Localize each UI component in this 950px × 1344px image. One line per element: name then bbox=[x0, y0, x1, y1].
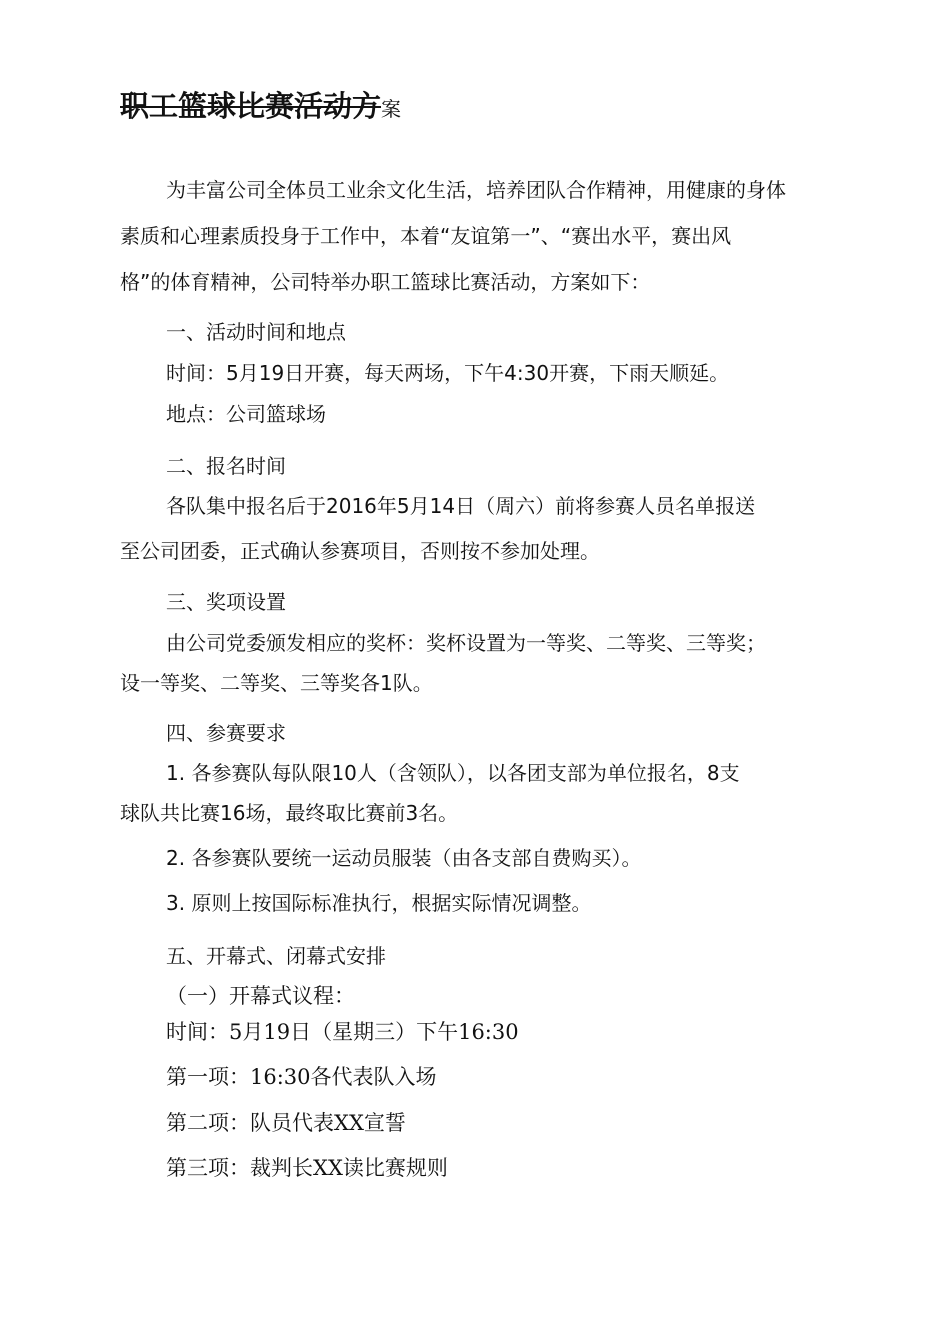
intro-line-3: 格”的体育精神，公司特举办职工篮球比赛活动，方案如下： bbox=[120, 270, 651, 294]
section5-item-2: 第二项：队员代表XX宣誓 bbox=[166, 1111, 406, 1135]
section5-heading: 五、开幕式、闭幕式安排 bbox=[166, 944, 386, 968]
section4-item3: 3. 原则上按国际标准执行，根据实际情况调整。 bbox=[166, 891, 592, 915]
section1-place: 地点：公司篮球场 bbox=[166, 402, 326, 426]
section2-line-1: 各队集中报名后于2016年5月14日（周六）前将参赛人员名单报送 bbox=[166, 494, 756, 518]
section5-sub: （一）开幕式议程： bbox=[166, 984, 355, 1008]
section4-heading: 四、参赛要求 bbox=[166, 721, 286, 745]
section3-line-1: 由公司党委颁发相应的奖杯：奖杯设置为一等奖、二等奖、三等奖； bbox=[166, 631, 766, 655]
document-title bbox=[120, 84, 401, 125]
section1-heading: 一、活动时间和地点 bbox=[166, 320, 346, 344]
title-main: 职工篮球比赛活动方 bbox=[120, 89, 382, 123]
section5-item-3: 第三项：裁判长XX读比赛规则 bbox=[166, 1156, 448, 1180]
section4-item1-line-1: 1. 各参赛队每队限10人（含领队），以各团支部为单位报名，8支 bbox=[166, 761, 740, 785]
section5-item-1: 第一项：16:30各代表队入场 bbox=[166, 1065, 437, 1089]
title-tail: 案 bbox=[381, 97, 402, 121]
section3-heading: 三、奖项设置 bbox=[166, 590, 286, 614]
intro-line-1: 为丰富公司全体员工业余文化生活，培养团队合作精神，用健康的身体 bbox=[166, 178, 786, 202]
section3-line-2: 设一等奖、二等奖、三等奖各1队。 bbox=[120, 671, 433, 695]
intro-line-2: 素质和心理素质投身于工作中，本着“友谊第一”、“赛出水平，赛出风 bbox=[120, 224, 732, 248]
section2-heading: 二、报名时间 bbox=[166, 454, 286, 478]
section4-item2: 2. 各参赛队要统一运动员服装（由各支部自费购买）。 bbox=[166, 846, 642, 870]
section2-line-2: 至公司团委，正式确认参赛项目，否则按不参加处理。 bbox=[120, 539, 600, 563]
section4-item1-line-2: 球队共比赛16场，最终取比赛前3名。 bbox=[120, 801, 459, 825]
section5-time: 时间：5月19日（星期三）下午16:30 bbox=[166, 1020, 519, 1044]
section1-time: 时间：5月19日开赛，每天两场，下午4:30开赛，下雨天顺延。 bbox=[166, 361, 730, 385]
